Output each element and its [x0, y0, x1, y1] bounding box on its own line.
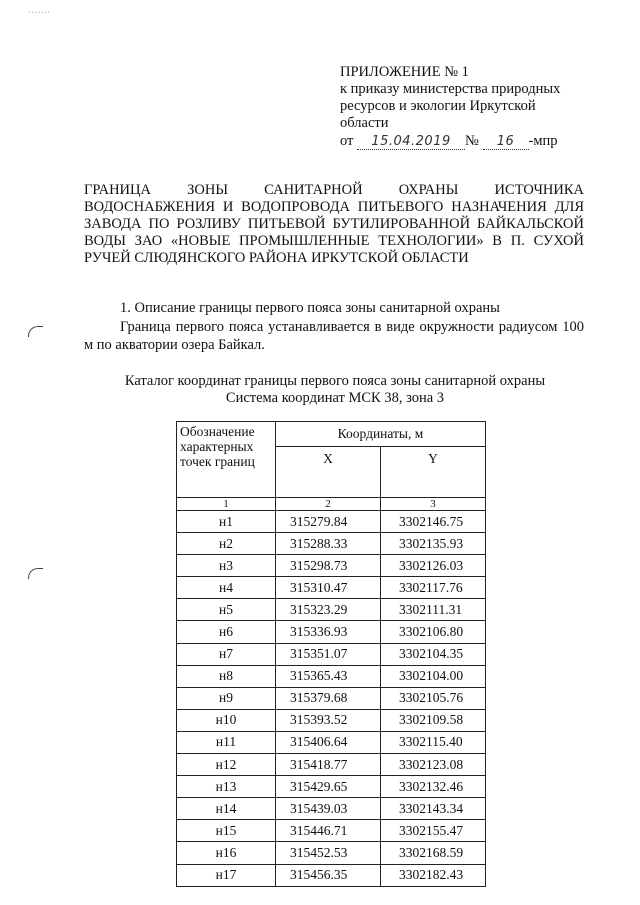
point-id: н11	[177, 731, 276, 753]
x-coordinate: 315288.33	[276, 533, 381, 555]
point-id: н17	[177, 864, 276, 886]
section-paragraph: Граница первого пояса устанавливается в виде окружности радиусом 100 м по акватории озера Байкал.	[84, 319, 584, 353]
point-id: н1	[177, 511, 276, 533]
x-coordinate: 315446.71	[276, 820, 381, 842]
x-coordinate: 315456.35	[276, 864, 381, 886]
x-coordinate: 315452.53	[276, 842, 381, 864]
point-id: н6	[177, 621, 276, 643]
point-id: н15	[177, 820, 276, 842]
point-id: н5	[177, 599, 276, 621]
table-row	[177, 776, 486, 798]
y-coordinate: 3302104.35	[381, 643, 486, 665]
table-row	[177, 665, 486, 687]
y-coordinate: 3302132.46	[381, 776, 486, 798]
catalog-heading	[90, 373, 580, 407]
y-coordinate: 3302117.76	[381, 577, 486, 599]
point-id: н14	[177, 798, 276, 820]
y-coordinate: 3302155.47	[381, 820, 486, 842]
point-id: н3	[177, 555, 276, 577]
column-number: 1	[177, 498, 276, 511]
coordinate-system: Система координат МСК 38, зона 3	[225, 390, 445, 406]
point-id: н13	[177, 776, 276, 798]
appendix-line: ресурсов и экологии Иркутской	[340, 98, 536, 114]
column-number: 2	[276, 498, 381, 511]
y-coordinate: 3302105.76	[381, 687, 486, 709]
y-coordinate: 3302123.08	[381, 754, 486, 776]
coordinates-body	[177, 511, 486, 887]
y-coordinate: 3302115.40	[381, 731, 486, 753]
appendix-line: к приказу министерства природных	[340, 81, 561, 97]
handwritten-date: 15.04.2019	[357, 135, 465, 150]
x-coordinate: 315298.73	[276, 555, 381, 577]
table-row	[177, 621, 486, 643]
date-prefix: от	[340, 133, 354, 149]
point-id: н10	[177, 709, 276, 731]
table-row	[177, 798, 486, 820]
appendix-block	[340, 64, 590, 150]
x-header: X	[276, 447, 381, 498]
table-row	[177, 533, 486, 555]
x-coordinate: 315418.77	[276, 754, 381, 776]
table-row	[177, 842, 486, 864]
x-coordinate: 315379.68	[276, 687, 381, 709]
coordinates-table	[176, 421, 486, 887]
y-coordinate: 3302104.00	[381, 665, 486, 687]
number-suffix: -мпр	[528, 133, 558, 149]
point-id: н16	[177, 842, 276, 864]
x-coordinate: 315336.93	[276, 621, 381, 643]
y-coordinate: 3302126.03	[381, 555, 486, 577]
table-row	[177, 687, 486, 709]
y-coordinate: 3302106.80	[381, 621, 486, 643]
x-coordinate: 315351.07	[276, 643, 381, 665]
coordinates-header: Координаты, м	[276, 422, 486, 447]
table-row	[177, 731, 486, 753]
scan-artifact: ·······	[28, 8, 51, 19]
table-row	[177, 643, 486, 665]
point-label-header: Обозначение характерных точек границ	[177, 422, 276, 498]
y-header: Y	[381, 447, 486, 498]
point-id: н8	[177, 665, 276, 687]
x-coordinate: 315429.65	[276, 776, 381, 798]
point-id: н4	[177, 577, 276, 599]
y-coordinate: 3302143.34	[381, 798, 486, 820]
number-prefix: №	[465, 133, 479, 149]
table-row	[177, 577, 486, 599]
point-id: н2	[177, 533, 276, 555]
table-row	[177, 599, 486, 621]
x-coordinate: 315406.64	[276, 731, 381, 753]
y-coordinate: 3302135.93	[381, 533, 486, 555]
y-coordinate: 3302109.58	[381, 709, 486, 731]
x-coordinate: 315310.47	[276, 577, 381, 599]
document-title: ГРАНИЦА ЗОНЫ САНИТАРНОЙ ОХРАНЫ ИСТОЧНИКА ВОДОСНАБЖЕНИЯ И ВОДОПРОВОДА ПИТЬЕВОГО НАЗНАЧЕНИЯ ДЛЯ ЗАВОДА ПО РОЗЛИВУ ПИТЬЕВОЙ БУТИЛИРОВАННОЙ БАЙКАЛЬСКОЙ ВОДЫ ЗАО «НОВЫЕ ПРОМЫШЛЕННЫЕ ТЕХНОЛОГИИ» В П. СУХОЙ РУЧЕЙ СЛЮДЯНСКОГО РАЙОНА ИРКУТСКОЙ ОБЛАСТИ	[84, 182, 584, 266]
point-id: н9	[177, 687, 276, 709]
x-coordinate: 315279.84	[276, 511, 381, 533]
column-number: 3	[381, 498, 486, 511]
catalog-title: Каталог координат границы первого пояса зоны санитарной охраны	[124, 373, 546, 389]
y-coordinate: 3302111.31	[381, 599, 486, 621]
handwritten-number: 16	[483, 135, 529, 150]
point-id: н7	[177, 643, 276, 665]
table-row	[177, 754, 486, 776]
section-heading: 1. Описание границы первого пояса зоны санитарной охраны	[120, 300, 500, 316]
appendix-line: области	[340, 115, 389, 131]
x-coordinate: 315393.52	[276, 709, 381, 731]
y-coordinate: 3302182.43	[381, 864, 486, 886]
x-coordinate: 315365.43	[276, 665, 381, 687]
table-row	[177, 511, 486, 533]
punch-hole-mark	[28, 326, 43, 337]
point-id: н12	[177, 754, 276, 776]
x-coordinate: 315323.29	[276, 599, 381, 621]
table-row	[177, 864, 486, 886]
y-coordinate: 3302168.59	[381, 842, 486, 864]
x-coordinate: 315439.03	[276, 798, 381, 820]
table-row	[177, 820, 486, 842]
table-row	[177, 709, 486, 731]
y-coordinate: 3302146.75	[381, 511, 486, 533]
punch-hole-mark	[28, 568, 43, 579]
appendix-date-line	[340, 133, 590, 150]
table-row	[177, 555, 486, 577]
appendix-title: ПРИЛОЖЕНИЕ № 1	[340, 64, 469, 80]
